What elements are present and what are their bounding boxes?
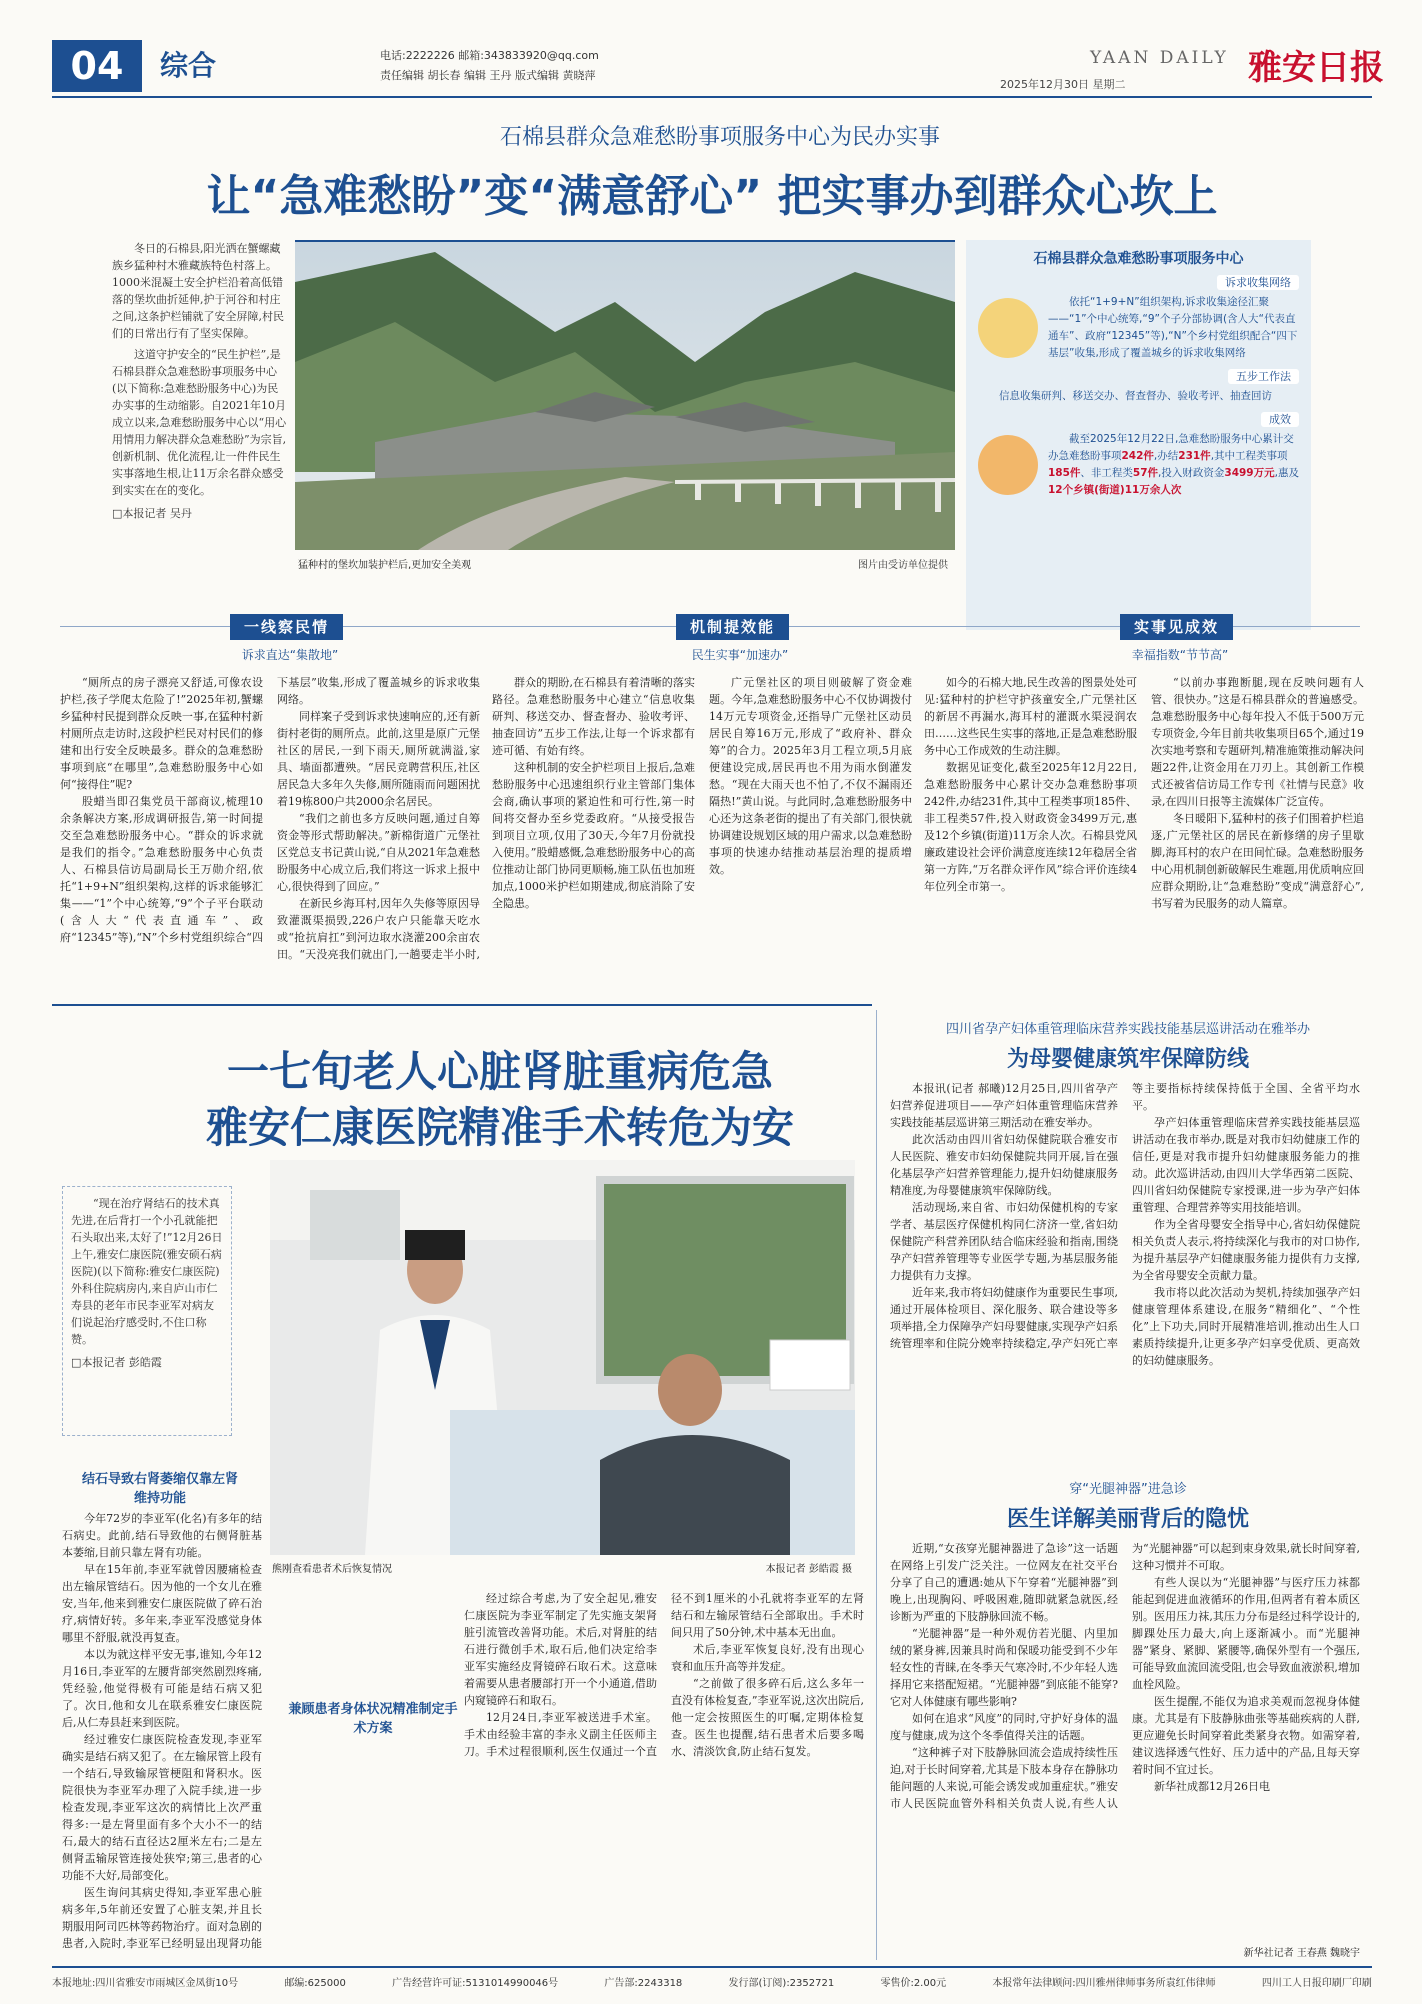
paragraph: 医生询问其病史得知,李亚军患心脏病多年,5年前还安置了心脏支架,并且长期服用阿司匹林等药物治疗。面对急剧的患者,入院时,李亚军已经明显出现肾功能 [62,1886,262,1950]
info-sub-method: 五步工作法 [1228,369,1299,384]
photo2-credit: 本报记者 彭皓霞 摄 [765,1564,852,1575]
paragraph: 在新民乡海耳村,因年久失修等原因导致灌溉渠损毁,226户农户只能靠天吃水或“抢抗肩扛”到河边取水浇灌200余亩农田。“天没亮我们就出门,一趟要走半小时, [277,897,480,961]
paragraph: 医生提醒,不能仅为追求美观而忽视身体健康。尤其是有下肢静脉曲张等基础疾病的人群,更应避免长时间穿着此类紧身衣物。如需穿着,建议选择透气性好、压力适中的产品,且每天穿着时间不宜过长。 [1132,1695,1360,1776]
paragraph: “这种裤子对下肢静脉回流会造成持续性压迫,对于长时间穿着,尤其是下肢本身存在静脉功能问题的人来说,可能会诱发或加重症状。”雅安市人民医院血管外科相关负责人说,有些人认为“光腿神器”可以起到束身效果,就长时间穿着,这种习惯并不可取。 [890,1542,1360,1810]
paragraph: “我们之前也多方反映问题,通过自筹资金等形式帮助解决。”新棉街道广元堡社区党总支书记黄山说,“自从2021年急难愁盼服务中心成立后,我们将这一诉求上报中心,很快得到了回应。” [277,812,480,893]
paragraph: 早在15年前,李亚军就曾因腰痛检查出左输尿管结石。因为他的一个女儿在雅安,当年,他来到雅安仁康医院做了碎石治疗,病情好转。多年来,李亚军没感觉身体哪里不舒服,就没再复查。 [62,1563,262,1644]
story4-text [890,1540,1360,1940]
story2-text-2 [464,1590,864,1950]
paragraph: 股蜡当即召集党员干部商议,梳理10余条解决方案,形成调研报告,第一时间提交至急难愁盼服务中心。“群众的诉求就是我们的指令。”急难愁盼服务中心负责人、石棉县信访局副局长王万勋介绍,依托“1+9+N”组织架构,这样的诉求能够汇集——“1”个中心统筹,“9”个子平台联动(含人大“代表直通车”、政府“12345”等),“N”个乡村党组织综合“四下基层”收集,形成了覆盖城乡的诉求收集网络。 [60,676,480,944]
issue-date: 2025年12月30日 星期二 [1000,78,1126,91]
story1-kicker: 石棉县群众急难愁盼事项服务中心为民办实事 [499,125,940,150]
story2-text-1 [62,1510,262,1950]
mountain-village-image [295,242,955,550]
info-sub-results: 成效 [1261,412,1299,427]
column2-title: 机制提效能 [676,614,789,640]
photo1-caption-text: 猛种村的堡坎加装护栏后,更加安全美观 [298,560,472,571]
paragraph: 新华社成都12月26日电 [1154,1780,1270,1793]
paragraph: 经过雅安仁康医院检查发现,李亚军确实是结石病又犯了。在左输尿管上段有一个结石,导致输尿管梗阻和肾积水。医院很快为李亚军办理了入院手续,进一步检查发现,李亚军这次的病情比上次严重得多:一是左肾里面有多个大小不一的结石,最大的结石直径达2厘米左右;二是左侧肾盂输尿管连接处狭窄;第三,患者的心功能不大好,局部变化。 [62,1733,262,1882]
intro-paragraph-1: 冬日的石棉县,阳光洒在蟹螺藏族乡猛种村木雅藏族特色村落上。1000米混凝土安全护栏沿着高低错落的堡坎曲折延伸,护于河谷和村庄之间,这条护栏铺就了安全屏障,村民们的日常出行有了坚实保障。 [112,242,284,340]
story-divider [52,1004,872,1006]
info-method-text: 信息收集研判、移送交办、督查督办、验收考评、抽查回访 [999,390,1272,402]
column-divider [876,1010,877,1960]
story2-headline-line1: 一七旬老人心脏肾脏重病危急 [226,1047,773,1096]
paragraph: 经过综合考虑,为了安全起见,雅安仁康医院为李亚军制定了先实施支架肾脏引流管改善肾功能。术后,对肾脏的结石进行微创手术,取石后,他们决定给李亚军实施经皮肾镜碎石取石术。这意味着需要从患者腰部打开一个小通道,借助内窥镜碎石和取石。 [464,1592,657,1707]
contact-line: 电话:2222226 邮箱:343833920@qq.com [380,49,599,62]
photo2-caption-text: 熊刚查看患者术后恢复情况 [272,1564,392,1575]
story2-headline [150,1044,850,1156]
paragraph: 近年来,我市将妇幼健康作为重要民生事项,通过开展体检项目、深化服务、联合建设等多项举措,全力保障孕产妇母婴健康,实现孕产妇系统管理率和住院分娩率持续稳定,孕产妇死亡率等主要指标持续保持低于全国、全省平均水平。 [890,1082,1360,1350]
paragraph: “之前做了很多碎石后,这么多年一直没有体检复查,”李亚军说,这次出院后,他一定会按照医生的叮嘱,定期体检复查。医生也提醒,结石患者术后要多喝水、清淡饮食,防止结石复发。 [671,1677,864,1758]
masthead-rule [52,96,1372,98]
column1-title: 一线察民情 [230,614,343,640]
paragraph: “以前办事跑断腿,现在反映问题有人管、很快办。”这是石棉县群众的普遍感受。急难愁盼服务中心每年投入不低于500万元专项资金,今年目前共收集项目65个,通过19次实地考察和专题研判,精准施策推动解决问题22件,让资金用在刀刃上。其创新工作模式还被省信访局工作专刊《社情与民意》收录,在四川日报等主流媒体广泛宣传。 [1151,676,1364,808]
paragraph: 广元堡社区的项目则破解了资金难题。今年,急难愁盼服务中心不仅协调拨付14万元专项资金,还指导广元堡社区动员居民自筹16万元,形成了“政府补、群众筹”的合力。2025年3月工程立项,5月底便建设完成,居民再也不用为雨水倒灌发愁。“现在大雨天也不怕了,不仅不漏雨还隔热!”黄山说。与此同时,急难愁盼服务中心还为这条老街的提出了有关部门,很快就协调建设规划区域的用户需求,以急难愁盼事项的快速办结推动基层治理的提质增效。 [709,676,912,876]
footer-address: 本报地址:四川省雅安市雨城区金凤街10号 [52,1978,239,1989]
page-number: 04 [52,40,142,92]
paragraph: “光腿神器”是一种外观仿若光腿、内里加绒的紧身裤,因兼具时尚和保暖功能受到不少年轻女性的青睐,在冬季天气寒冷时,不少年轻人选择用它来搭配短裙。“光腿神器”到底能不能穿?它对人体健康有哪些影响? [890,1627,1118,1708]
worker-icon [978,435,1038,495]
paragraph: “厕所点的房子漂亮又舒适,可像农设护栏,孩子学爬太危险了!”2025年初,蟹螺乡猛种村民提到群众反映一事,在猛种村新村厕所点走访时,这段护栏民对村民们的修建和出行安全反映最多。群众的急难愁盼事项到底“在哪里”,急难愁盼服务中心如何“接得住”呢? [60,676,263,791]
column2-text [492,674,912,970]
story3-kicker: 四川省孕产妇体重管理临床营养实践技能基层巡讲活动在雅举办 [945,1022,1310,1037]
paragraph: 此次活动由四川省妇幼保健院联合雅安市人民医院、雅安市妇幼保健院共同开展,旨在强化基层孕产妇营养管理能力,提升妇幼健康服务精准度,为母婴健康筑牢保障防线。 [890,1133,1118,1197]
english-masthead: YAAN DAILY [1090,48,1229,68]
story2-lead-text: “现在治疗肾结石的技术真先进,在后背打一个小孔就能把石头取出来,太好了!”12月26日上午,雅安仁康医院(雅安硕石病医院)(以下简称:雅安仁康医院)外科住院病房内,来自庐山市仁寿县的老年市民李亚军对病友们说起治疗感受时,不住口称赞。 [71,1197,223,1346]
hospital-ward-image [270,1160,855,1555]
newspaper-logo: 雅安日报 [1248,48,1384,88]
story2-photo [270,1160,855,1555]
paragraph: 活动现场,来自省、市妇幼保健机构的专家学者、基层医疗保健机构同仁济济一堂,省妇幼保健院产科营养团队结合临床经验和指南,围绕孕产妇营养管理等专业医学专题,为基层服务能力提供有力支撑。 [890,1201,1118,1282]
info-sub-network: 诉求收集网络 [1217,275,1299,290]
story2-subhead-2: 兼顾患者身体状况精准制定手术方案 [288,1702,458,1736]
story3-headline: 为母婴健康筑牢保障防线 [1006,1047,1249,1072]
paragraph: 孕产妇体重管理临床营养实践技能基层巡讲活动在我市举办,既是对我市妇幼健康工作的信任,更是对我市提升妇幼健康服务能力的推动。此次巡讲活动,由四川大学华西第二医院、四川省妇幼保健院专家授课,进一步为孕产妇体重管理、合理营养等实用技能培训。 [1132,1116,1360,1214]
story4-byline: 新华社记者 王春燕 魏晓宇 [1243,1948,1360,1959]
column3-subtitle: 幸福指数“节节高” [1131,648,1229,662]
info-title: 石棉县群众急难愁盼事项服务中心 [1033,251,1244,267]
story2-subhead-1: 结石导致右肾萎缩仅靠左肾维持功能 [81,1472,238,1506]
column3-title: 实事见成效 [1120,614,1233,640]
story1-photo [295,240,955,550]
paragraph: 冬日暖阳下,猛种村的孩子们围着护栏追逐,广元堡社区的居民在新修缮的房子里歇脚,海耳村的农户在田间忙碌。急难愁盼服务中心用机制创新破解民生难题,用优质响应回应群众期盼,让“急难愁盼”变成“满意舒心”,书写着为民服务的动人篇章。 [1151,812,1364,910]
footer-printer: 四川工人日报印刷厂印刷 [1261,1978,1372,1989]
paragraph: 本报讯(记者 郝曦)12月25日,四川省孕产妇营养促进项目——孕产妇体重管理临床营养实践技能基层巡讲第三期活动在雅安举办。 [890,1082,1118,1129]
story2-byline: □本报记者 彭皓霞 [71,1356,162,1369]
story1-intro [112,240,288,630]
info-results-text: 截至2025年12月22日,急难愁盼服务中心累计交办急难愁盼事项242件,办结231件,其中工程类事项185件、非工程类57件,投入财政资金3499万元,惠及12个乡镇(街道)11万余人次 [1048,433,1299,496]
footer-subscribe: 发行部(订阅):2352721 [728,1978,835,1989]
footer-ad-phone: 广告部:2243318 [604,1978,683,1989]
footer-license: 广告经营许可证:5131014990046号 [392,1978,559,1989]
info-network-text: 依托“1+9+N”组织架构,诉求收集途径汇聚——“1”个中心统筹,“9”个子分部协调(含人大“代表直通车”、政府“12345”等),“N”个乡村党组织配合“四下基层”收集,形成了覆盖城乡的诉求收集网络 [1048,296,1298,359]
story2-headline-line2: 雅安仁康医院精准手术转危为安 [205,1103,794,1152]
paragraph: 如何在追求“风度”的同时,守护好身体的温度与健康,成为这个冬季值得关注的话题。 [890,1712,1118,1742]
story2-lead [62,1186,232,1436]
photo1-credit: 图片由受访单位提供 [858,560,948,571]
paragraph: 本以为就这样平安无事,谁知,今年12月16日,李亚军的左腰背部突然剧烈疼痛,凭经验,他觉得极有可能是结石病又犯了。次日,他和女儿在联系雅安仁康医院后,从仁寿县赶来到医院。 [62,1648,262,1729]
footer-postcode: 邮编:625000 [284,1978,346,1989]
footer-bar [52,1966,1372,1989]
footer-price: 零售价:2.00元 [880,1978,947,1989]
story1-photo-caption [298,556,948,571]
column1-text [60,674,480,970]
paragraph: 近期,“女孩穿光腿神器进了急诊”这一话题在网络上引发广泛关注。一位网友在社交平台分享了自己的遭遇:她从下午穿着“光腿神器”到晚上,出现胸闷、呼吸困难,随即就紧急就医,经诊断为严重的下肢静脉回流不畅。 [890,1542,1118,1623]
story1-byline: □本报记者 吴丹 [112,507,192,520]
paragraph: 如今的石棉大地,民生改善的图景处处可见:猛种村的护栏守护孩童安全,广元堡社区的新居不再漏水,海耳村的灌溉水渠浸润农田……这些民生实事的落地,正是急难愁盼服务中心工作成效的生动注脚。 [924,676,1137,757]
column3-text [924,674,1364,970]
info-graphic-panel [966,240,1311,630]
story1-headline: 让“急难愁盼”变“满意舒心” 把实事办到群众心坎上 [206,171,1218,222]
intro-paragraph-2: 这道守护安全的“民生护栏”,是石棉县群众急难愁盼事项服务中心(以下简称:急难愁盼服务中心)为民办实事的生动缩影。自2021年10月成立以来,急难愁盼服务中心以“用心用情用力解决群众急难愁盼”为宗旨,创新机制、优化流程,让一件件民生实事落地生根,让11万余名群众感受到实实在在的变化。 [112,348,287,497]
paragraph: 今年72岁的李亚军(化名)有多年的结石病史。此前,结石导致他的右侧肾脏基本萎缩,目前只靠左肾有功能。 [62,1512,262,1559]
story3-text [890,1080,1360,1460]
column1-subtitle: 诉求直达“集散地” [241,648,339,662]
editor-info [380,46,599,86]
paragraph: 数据见证变化,截至2025年12月22日,急难愁盼服务中心累计交办急难愁盼事项242件,办结231件,其中工程类事项185件、非工程类57件,投入财政资金3499万元,惠及12个乡镇(街道)11万余人次。石棉县党风廉政建设社会评价满意度连续12年稳居全省第一方阵,“万名群众评作风”综合评价连续4年位列全市第一。 [924,761,1137,893]
story4-kicker: 穿“光腿神器”进急诊 [1069,1482,1187,1497]
paragraph: 作为全省母婴安全指导中心,省妇幼保健院相关负责人表示,将持续深化与我市的对口协作,为提升基层孕产妇健康服务能力提供有力支撑,为全省母婴安全贡献力量。 [1132,1218,1360,1282]
paragraph: 有些人误以为“光腿神器”与医疗压力袜都能起到促进血液循环的作用,但两者有着本质区别。医用压力袜,其压力分布是经过科学设计的,脚踝处压力最大,向上逐渐减小。而“光腿神器”紧身、紧脚、紧腰等,确保外型有一个强压,可能导致血流回流受阻,也会导致血液淤积,增加血栓风险。 [1132,1576,1360,1691]
column2-subtitle: 民生实事“加速办” [691,648,789,662]
paragraph: 我市将以此次活动为契机,持续加强孕产妇健康管理体系建设,在服务“精细化”、“个性化”上下功夫,同时开展精准培训,推动出生人口素质持续提升,让更多孕产妇享受优质、更高效的妇幼健康服务。 [1132,1286,1360,1367]
paragraph: 群众的期盼,在石棉县有着清晰的落实路径。急难愁盼服务中心建立“信息收集研判、移送交办、督查督办、验收考评、抽查回访”五步工作法,让每一个诉求都有迹可循、有始有终。 [492,676,695,757]
paragraph: 这种机制的安全护栏项目上报后,急难愁盼服务中心迅速组织行业主管部门集体会商,确认事项的紧迫性和可行性,第一时间将交督办至乡党委政府。“从接受报告到项目立项,仅用了30天,今年7月份就投入使用。”股蜡感慨,急难愁盼服务中心的高位推动让部门协同更顺畅,施工队伍也加班加点,1000米护栏如期建成,彻底消除了安全隐患。 [492,761,695,910]
footer-lawyer: 本报常年法律顾问:四川雅州律师事务所袁红伟律师 [992,1978,1216,1989]
story2-photo-caption [272,1560,852,1575]
story4-headline: 医生详解美丽背后的隐忧 [1006,1507,1249,1532]
paragraph: 12月24日,李亚军被送进手术室。手术由经验丰富的李永义副主任医师主刀。手术过程很顺利,医生仅通过一个直径不到1厘米的小孔就将李亚军的左肾结石和左输尿管结石全部取出。手术时间只用了50分钟,术中基本无出血。 [464,1592,864,1758]
paragraph: 同样案子受到诉求快速响应的,还有新街村老街的厕所点。此前,这里是原广元堡社区的居民,一到下雨天,厕所就满溢,家具、墙面都遭殃。“居民竞聘营积压,社区居民急大多年久失修,厕所随雨而问题困扰着19栋800户共2000余名居民。 [277,710,480,808]
people-network-icon [978,298,1038,358]
section-title: 综合 [160,49,217,82]
paragraph: 术后,李亚军恢复良好,没有出现心衰和血压升高等并发症。 [671,1643,864,1673]
editor-line: 责任编辑 胡长春 编辑 王丹 版式编辑 黄晓萍 [380,69,596,82]
